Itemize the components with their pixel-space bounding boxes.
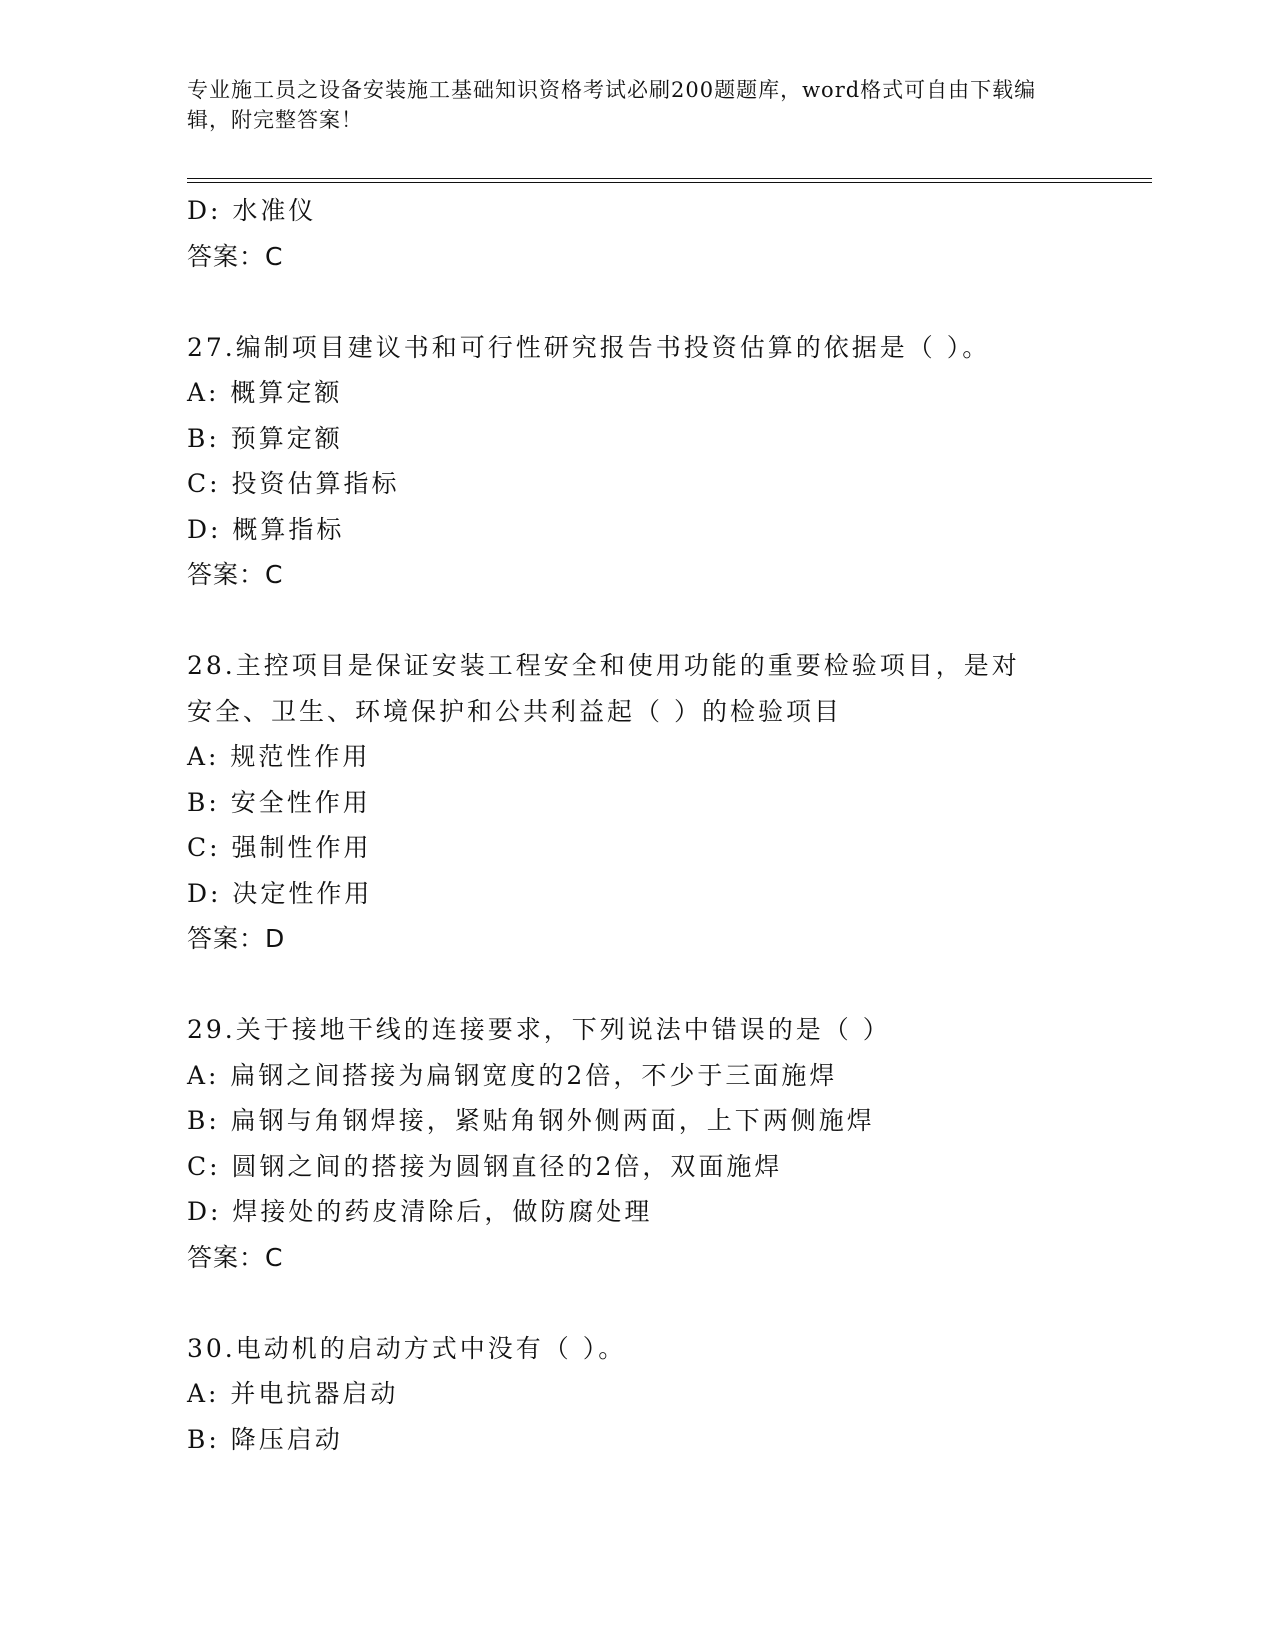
question-stem: 27.编制项目建议书和可行性研究报告书投资估算的依据是（ ）。 (187, 332, 991, 362)
spacer (187, 279, 1087, 325)
question-stem: 29.关于接地干线的连接要求，下列说法中错误的是（ ） (187, 1015, 891, 1044)
option-d: D: 概算指标 (187, 514, 345, 544)
option-a: A: 并电抗器启动 (187, 1379, 399, 1408)
header-divider-bottom (187, 182, 1152, 183)
question-stem: 30.电动机的启动方式中没有（ ）。 (187, 1333, 627, 1363)
option-a: A: 概算定额 (187, 378, 343, 407)
option-d: D: 决定性作用 (187, 878, 373, 908)
answer-line: 答案：C (187, 1242, 284, 1272)
option-d: D: 水准仪 (187, 196, 317, 225)
option-d: D: 焊接处的药皮清除后，做防腐处理 (187, 1197, 653, 1226)
option-b: B: 降压启动 (187, 1424, 343, 1454)
question-list (187, 188, 1087, 1462)
spacer (187, 598, 1087, 644)
option-a: A: 扁钢之间搭接为扁钢宽度的2倍，不少于三面施焊 (187, 1060, 838, 1090)
option-c: C: 投资估算指标 (187, 469, 400, 498)
question-stem: 28.主控项目是保证安装工程安全和使用功能的重要检验项目，是对安全、卫生、环境保护和公共利益起（ ）的检验项目 (187, 651, 1020, 726)
answer-line: 答案：C (187, 241, 284, 271)
spacer (187, 1280, 1087, 1326)
option-a: A: 规范性作用 (187, 742, 371, 771)
answer-line: 答案：D (187, 924, 286, 953)
spacer (187, 962, 1087, 1008)
option-b: B: 预算定额 (187, 423, 343, 453)
option-b: B: 扁钢与角钢焊接，紧贴角钢外侧两面，上下两侧施焊 (187, 1106, 875, 1135)
option-c: C: 强制性作用 (187, 833, 372, 862)
option-b: B: 安全性作用 (187, 787, 371, 817)
answer-line: 答案：C (187, 560, 284, 589)
header-divider-top (187, 178, 1152, 179)
page-header (187, 75, 1067, 135)
option-c: C: 圆钢之间的搭接为圆钢直径的2倍，双面施焊 (187, 1151, 783, 1181)
header-title: 专业施工员之设备安装施工基础知识资格考试必刷200题题库，word格式可自由下载编辑，附完整答案！ (187, 78, 1037, 132)
